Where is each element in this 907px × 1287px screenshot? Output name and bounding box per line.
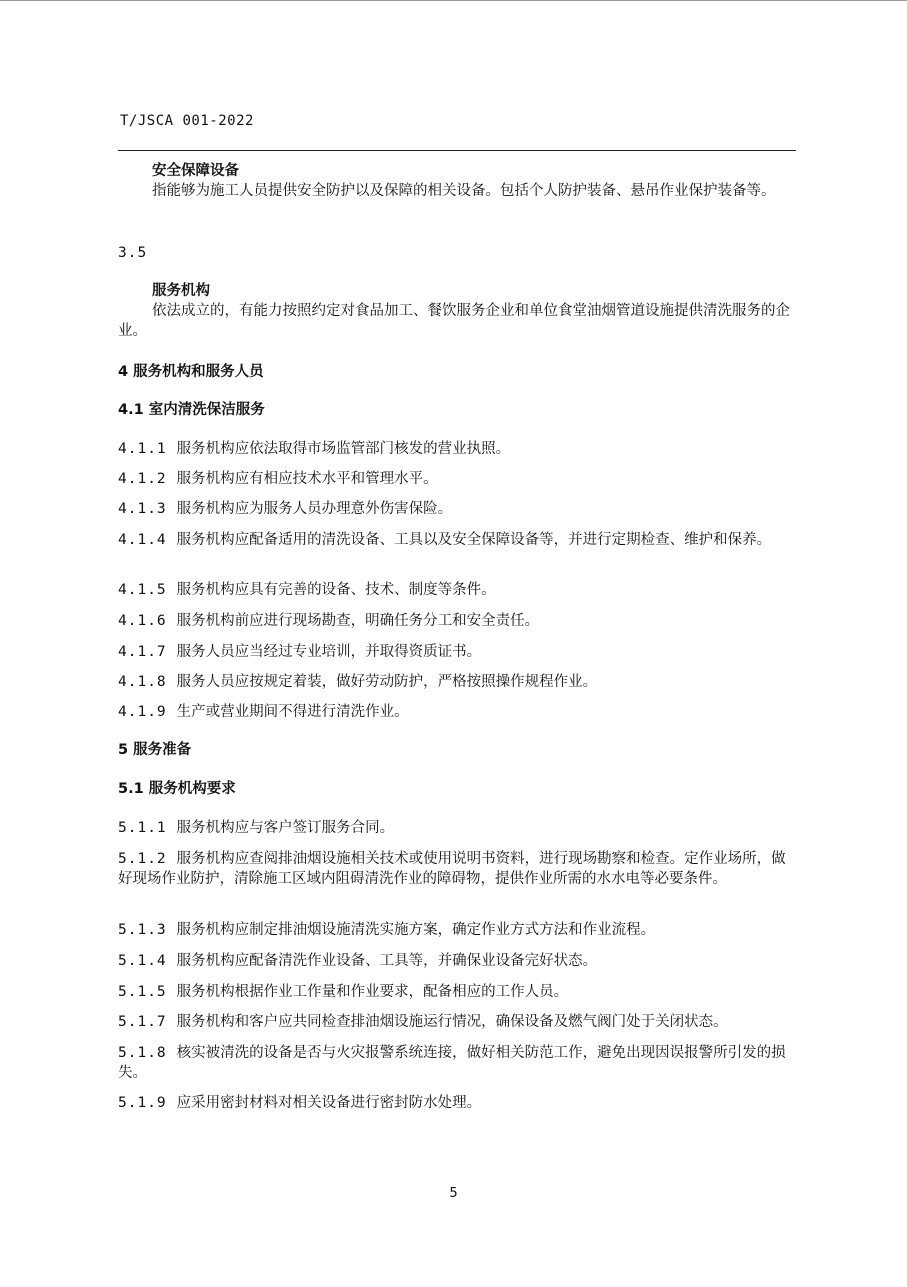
- clause-text: 服务机构应配备适用的清洗设备、工具以及安全保障设备等，并进行定期检查、维护和保养。: [176, 532, 772, 548]
- clause-number: 4.1.4: [118, 532, 167, 548]
- clause-item: [118, 1093, 796, 1113]
- document-id: T/JSCA 001-2022: [120, 113, 254, 129]
- clause-text: 服务机构根据作业工作量和作业要求，配备相应的工作人员。: [176, 984, 569, 1000]
- clause-text: 服务机构应与客户签订服务合同。: [176, 820, 395, 836]
- clause-text: 服务机构应有相应技术水平和管理水平。: [176, 471, 438, 487]
- clause-number: 5.1.9: [118, 1095, 167, 1111]
- clause-number: 5.1.3: [118, 922, 167, 938]
- clause-item: [118, 849, 796, 889]
- clause-text: 核实被清洗的设备是否与火灾报警系统连接，做好相关防范工作，避免出现因误报警所引发的损失。: [118, 1045, 786, 1081]
- clause-item: [118, 530, 796, 550]
- clause-number: 4.1.8: [118, 674, 167, 690]
- clause-text: 生产或营业期间不得进行清洗作业。: [176, 704, 409, 720]
- clause-item: [118, 951, 796, 971]
- clause-number: 5.1.1: [118, 820, 167, 836]
- clause-number: 4.1.7: [118, 644, 167, 660]
- clause-text: 服务人员应按规定着装，做好劳动防护，严格按照操作规程作业。: [176, 674, 598, 690]
- term-title: 安全保障设备: [152, 163, 239, 179]
- clause-item: [118, 702, 796, 722]
- header-rule: [118, 150, 796, 151]
- clause-text: 服务机构应配备清洗作业设备、工具等，并确保业设备完好状态。: [176, 953, 598, 969]
- clause-number: 4.1.5: [118, 582, 167, 598]
- clause-item: [118, 818, 796, 838]
- clause-item: [118, 1012, 796, 1032]
- clause-item: [118, 611, 796, 631]
- subsection-heading: 4.1 室内清洗保洁服务: [118, 402, 265, 418]
- clause-number: 4.1.1: [118, 441, 167, 457]
- clause-text: 服务机构前应进行现场勘查，明确任务分工和安全责任。: [176, 613, 540, 629]
- term-number: 3.5: [118, 245, 148, 261]
- clause-item: [118, 439, 796, 459]
- clause-number: 5.1.5: [118, 984, 167, 1000]
- clause-item: [118, 920, 796, 940]
- clause-number: 5.1.8: [118, 1045, 167, 1061]
- clause-number: 5.1.7: [118, 1014, 167, 1030]
- clause-text: 服务机构应为服务人员办理意外伤害保险。: [176, 501, 453, 517]
- clause-text: 应采用密封材料对相关设备进行密封防水处理。: [176, 1095, 482, 1111]
- section-heading: 5 服务准备: [118, 742, 192, 758]
- clause-number: 5.1.4: [118, 953, 167, 969]
- clause-item: [118, 1043, 796, 1083]
- term-title: 服务机构: [152, 283, 210, 299]
- clause-number: 4.1.2: [118, 471, 167, 487]
- clause-text: 服务机构应依法取得市场监管部门核发的营业执照。: [176, 441, 511, 457]
- clause-text: 服务人员应当经过专业培训，并取得资质证书。: [176, 644, 482, 660]
- section-heading: 4 服务机构和服务人员: [118, 364, 264, 380]
- clause-number: 4.1.3: [118, 501, 167, 517]
- clause-number: 4.1.6: [118, 613, 167, 629]
- clause-item: [118, 672, 796, 692]
- clause-text: 服务机构应具有完善的设备、技术、制度等条件。: [176, 582, 496, 598]
- clause-text: 服务机构应查阅排油烟设施相关技术或使用说明书资料，进行现场勘察和检查。定作业场所，做好现场作业防护，清除施工区域内阻碍清洗作业的障碍物，提供作业所需的水水电等必要条件。: [118, 851, 786, 887]
- subsection-heading: 5.1 服务机构要求: [118, 781, 236, 797]
- clause-text: 服务机构和客户应共同检查排油烟设施运行情况，确保设备及燃气阀门处于关闭状态。: [176, 1014, 728, 1030]
- clause-item: [118, 469, 796, 489]
- clause-number: 4.1.9: [118, 704, 167, 720]
- clause-number: 5.1.2: [118, 851, 167, 867]
- top-border-line: [0, 0, 907, 1]
- clause-item: [118, 499, 796, 519]
- clause-item: [118, 580, 796, 600]
- term-definition: 指能够为施工人员提供安全防护以及保障的相关设备。包括个人防护装备、悬吊作业保护装备等。: [152, 183, 776, 199]
- clause-item: [118, 642, 796, 662]
- page-number: 5: [449, 1186, 458, 1201]
- clause-text: 服务机构应制定排油烟设施清洗实施方案，确定作业方式方法和作业流程。: [176, 922, 656, 938]
- term-definition: 依法成立的，有能力按照约定对食品加工、餐饮服务企业和单位食堂油烟管道设施提供清洗服务的企业。: [118, 303, 790, 339]
- clause-item: [118, 982, 796, 1002]
